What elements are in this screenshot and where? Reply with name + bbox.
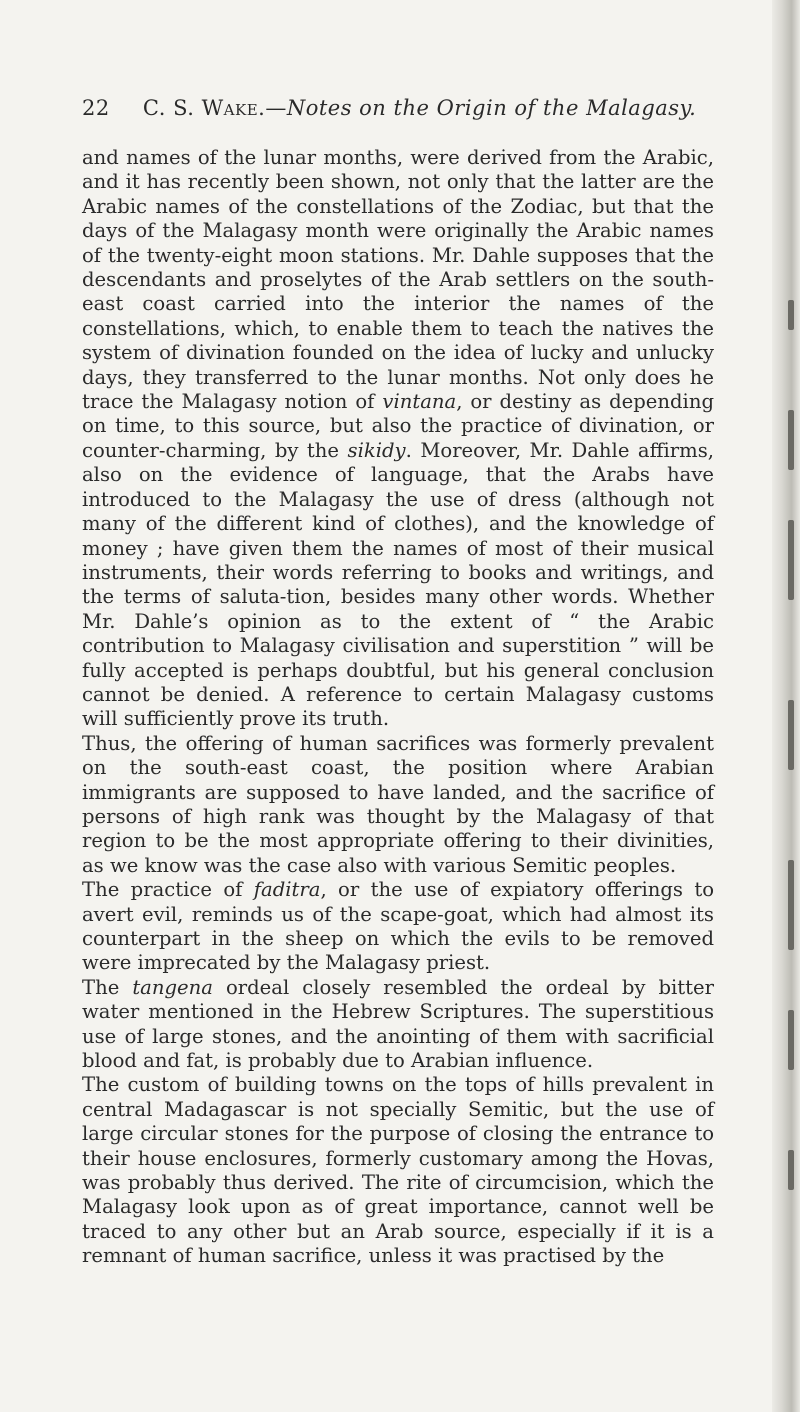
text-run: . Moreover, Mr. Dahle affirms, also on the evidence of language, that the Arabs have introduced to the Malagasy the use of dress (although not many of the different kind of clothes), and the knowledge of money ; have given them the names of most of their musical instruments, their words referring to books and writings, and the terms of saluta-tion, besides many other words. Whether Mr. Dahle’s opinion as to the extent of “ the Arabic contribution to Malagasy civilisation and superstition ” will be fully accepted is perhaps doubtful, but his general conclusion cannot be denied. A reference to certain Malagasy customs will sufficiently prove its truth. [82, 438, 715, 731]
text-run: , or destiny as depending on time, to this source, but also the practice of divination, or counter-charming, by the [82, 390, 714, 462]
paragraph [82, 1073, 714, 1268]
text-run: The practice of [82, 878, 254, 902]
header-author: C. S. Wake.— [142, 96, 287, 120]
italic-term: faditra [253, 878, 321, 902]
paragraph [82, 976, 714, 1074]
gutter-shadow-mark [788, 860, 794, 950]
paragraph [82, 146, 714, 732]
text-run: The custom of building towns on the tops of hills prevalent in central Madagascar is not specially Semitic, but the use of large circular stones for the purpose of closing the entrance to their house enclosures, formerly customary among the Hovas, was probably thus derived. The rite of circumcision, which the Malagasy look upon as of great importance, cannot well be traced to any other but an Arab source, especially if it is a remnant of human sacrifice, unless it was practised by the [82, 1073, 714, 1268]
italic-term: tangena [132, 975, 213, 999]
paragraph [82, 732, 714, 878]
text-run: Thus, the offering of human sacrifices was formerly prevalent on the south-east coast, the position where Arabian immigrants are supposed to have landed, and the sacrifice of persons of high rank was thought by the Malagasy of that region to be the most appropriate offering to their divinities, as we know was the case also with various Semitic peoples. [82, 731, 714, 877]
paragraph [82, 878, 714, 976]
text-run: and names of the lunar months, were derived from the Arabic, and it has recently been shown, not only that the latter are the Arabic names of the constellations of the Zodiac, but that the days of the Malagasy month were originally the Arabic names of the twenty-eight moon stations. Mr. Dahle supposes that the descendants and proselytes of the Arab settlers on the south-east coast carried into the interior the names of the constellations, which, to enable them to teach the natives the system of divination founded on the idea of lucky and unlucky days, they transferred to the lunar months. Not only does he trace the Malagasy notion of [82, 146, 714, 414]
gutter-shadow-mark [788, 300, 794, 330]
gutter-shadow-mark [788, 1010, 794, 1070]
gutter-shadow-mark [788, 1150, 794, 1190]
gutter-shadow-mark [788, 520, 794, 600]
text-run: ordeal closely resembled the ordeal by bitter water mentioned in the Hebrew Scriptures. The superstitious use of large stones, and the anointing of them with sacrificial blood and fat, is probably due to Arabian influence. [82, 975, 714, 1073]
running-header [82, 96, 722, 130]
text-run: The [82, 975, 133, 999]
body-text [82, 146, 714, 1269]
italic-term: sikidy [347, 438, 406, 462]
page-number: 22 [82, 96, 110, 120]
page-gutter-edge [772, 0, 800, 1412]
italic-term: vintana [382, 390, 457, 414]
text-run: , or the use of expiatory offerings to avert evil, reminds us of the scape-goat, which had almost its counterpart in the sheep on which the evils to be removed were imprecated by the Malagasy priest. [82, 878, 714, 975]
gutter-shadow-mark [788, 700, 794, 770]
gutter-shadow-mark [788, 410, 794, 470]
header-title: Notes on the Origin of the Malagasy. [286, 96, 697, 120]
